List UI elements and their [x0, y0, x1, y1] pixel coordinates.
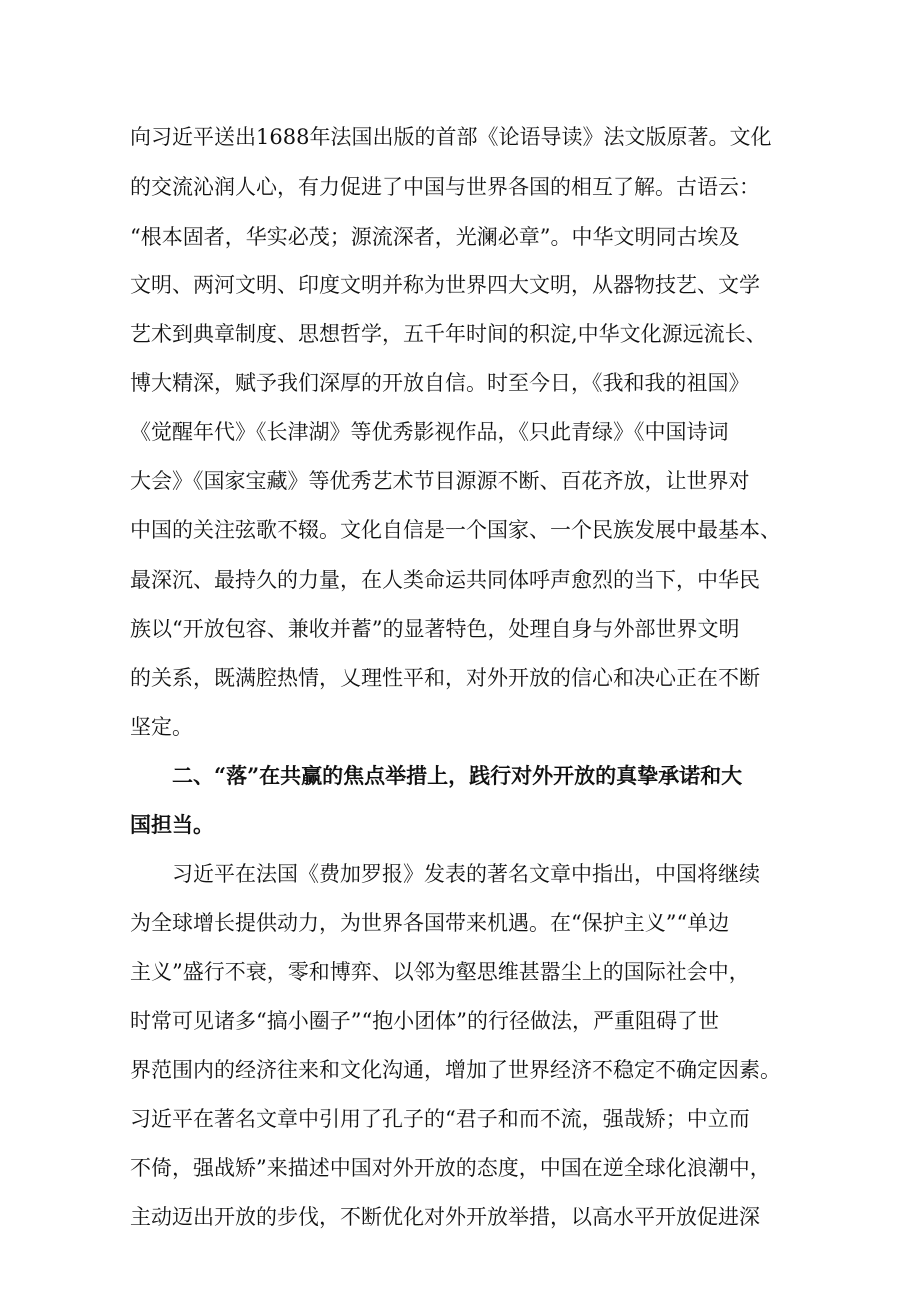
section-heading: 二、“落”在共赢的焦点举措上，践行对外开放的真挚承诺和大 — [172, 763, 743, 788]
text-line: 艺术到典章制度、思想哲学，五千年时间的积淀,中华文化源远流长、 — [130, 322, 767, 346]
text-line: 主义”盛行不衰，零和博弈、以邻为壑思维甚嚣尘上的国际社会中， — [130, 960, 750, 984]
text-line: 《觉醒年代》《长津湖》等优秀影视作品，《只此青绿》《中国诗词 — [130, 420, 729, 444]
text-line: 向习近平送出1688年法国出版的首部《论语导读》法文版原著。文化 — [130, 125, 772, 149]
text-line: 博大精深，赋予我们深厚的开放自信。时至今日，《我和我的祖国》 — [130, 371, 750, 395]
text-line: 主动迈出开放的步伐，不断优化对外开放举措，以高水平开放促进深 — [130, 1205, 760, 1229]
text-line: 的关系，既满腔热情，乂理性平和，对外开放的信心和决心正在不断 — [130, 666, 760, 690]
text-line: 最深沉、最持久的力量，在人类命运共同体呼声愈烈的当下，中华民 — [130, 568, 760, 592]
text-line: 为全球增长提供动力，为世界各国带来机遇。在“保护主义”“单边 — [130, 911, 730, 935]
text-line: 中国的关注弦歌不辍。文化自信是一个国家、一个民族发展中最基本、 — [130, 518, 781, 542]
section-heading-cont: 国担当。 — [130, 812, 214, 837]
text-line: 界范围内的经济往来和文化沟通，增加了世界经济不稳定不确定因素。 — [130, 1058, 781, 1082]
text-line: 习近平在著名文章中引用了孔子的“君子和而不流，强哉矫；中立而 — [130, 1107, 750, 1131]
text-line: 族以“开放包容、兼收并蓄”的显著特色，处理自身与外部世界文明 — [130, 617, 740, 641]
text-line: “根本固者，华实必茂；源流深者，光澜必章”。中华文明同古埃及 — [130, 225, 740, 249]
text-line: 习近平在法国《费加罗报》发表的著名文章中指出，中国将继续 — [172, 862, 760, 886]
text-line: 不倚，强战矫”来描述中国对外开放的态度，中国在逆全球化浪潮中， — [130, 1156, 771, 1180]
text-line: 时常可见诸多“搞小圈子”“抱小团体”的行径做法，严重阻碍了世 — [130, 1009, 719, 1033]
text-line: 大会》《国家宝藏》等优秀艺术节目源源不断、百花齐放，让世界对 — [130, 469, 750, 493]
text-line: 文明、两河文明、印度文明并称为世界四大文明，从器物技艺、文学 — [130, 273, 760, 297]
text-line: 的交流沁润人心，有力促进了中国与世界各国的相互了解。古语云： — [130, 175, 760, 199]
text-line: 坚定。 — [130, 715, 193, 739]
